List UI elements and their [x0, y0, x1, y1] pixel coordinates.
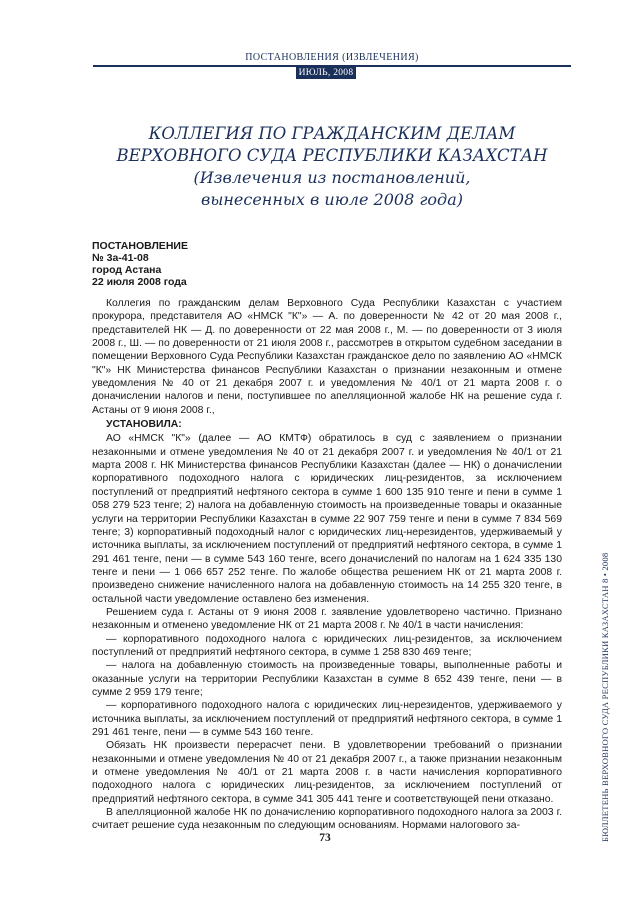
page-number: 73: [319, 832, 331, 844]
paragraph-intro: Коллегия по гражданским делам Верховного Суда Республики Казахстан с участием прокурора, представителя АО «НМСК "К"» — А. по доверенности № 42 от 20 мая 2008 г., представителей НК — Д. по доверенности от 22 мая 2008 г., М. — по доверенности от 3 июля 2008 г., Ш. — по доверенности от 21 июля 2008 г., рассмотрев в открытом судебном заседании в помещении Верховного Суда Республики Казахстан гражданское дело по заявлению АО «НМСК "К"» НК Министерства финансов Республики Казахстан о признании незаконным и отмене уведомления № 40 от 21 декабря 2007 г. и уведомления № 40/1 от 21 марта 2008 г. о доначислении налогов и пени, поступившее по апелляционной жалобе НК на решение суда г. Астаны от 9 июня 2008 г.,: [92, 298, 562, 416]
title-line-4: вынесенных в июле 2008 года): [201, 190, 463, 209]
paragraph-heading: УСТАНОВИЛА:: [106, 419, 182, 431]
decree-city: город Астана: [92, 264, 162, 276]
title-line-1: КОЛЛЕГИЯ ПО ГРАЖДАНСКИМ ДЕЛАМ: [148, 124, 516, 143]
paragraph-item-2: — налога на добавленную стоимость на произведенные товары, выполненные работы и оказанные услуги на территории Республики Казахстан в сумме 8 652 439 тенге, пени — в сумме 2 959 179 тенге;: [92, 660, 562, 698]
title-line-3: (Извлечения из постановлений,: [193, 168, 471, 187]
decree-type: ПОСТАНОВЛЕНИЕ: [92, 240, 188, 252]
journal-sidebar-label: БЮЛЛЕТЕНЬ ВЕРХОВНОГО СУДА РЕСПУБЛИКИ КАЗАХСТАН 8 • 2008: [600, 552, 610, 842]
paragraph-item-1: — корпоративного подоходного налога с юридических лиц-резидентов, за исключением поступлений от предприятий нефтяного сектора, в сумме 1 258 830 469 тенге;: [92, 633, 562, 658]
paragraph-obligation: Обязать НК произвести перерасчет пени. В удовлетворении требований о признании незаконными и отмене уведомления № 40 от 21 декабря 2007 г., а также признании незаконным и отмене уведомления № 40/1 от 21 марта 2008 г. в части начисления корпоративного подоходного налога с юридических лиц-резидентов, за исключением поступлений от предприятий нефтяного сектора, в сумме 341 305 441 тенге и соответствующей пени отказано.: [92, 740, 562, 805]
decree-info: [92, 240, 188, 288]
paragraph-appeal: В апелляционной жалобе НК по доначислению корпоративного подоходного налога за 2003 г. считает решение суда незаконным по следующим основаниям. Нормами налогового за-: [92, 807, 562, 832]
section-header: ПОСТАНОВЛЕНИЯ (ИЗВЛЕЧЕНИЯ): [245, 52, 419, 63]
paragraph-claim: АО «НМСК "К"» (далее — АО КМТФ) обратилось в суд с заявлением о признании незаконными и отмене уведомления № 40 от 21 декабря 2007 г. и уведомления № 40/1 от 21 марта 2008 г. НК Министерства финансов Республики Казахстан (далее — НК) о доначислении корпоративного подоходного налога с юридических лиц-резидентов, за исключением поступлений от предприятий нефтяного сектора в сумме 1 600 135 910 тенге и пени в сумме 1 058 279 523 тенге; 2) налога на добавленную стоимость на произведенные товары и оказанные услуги на территории Республики Казахстан в сумме 22 907 759 тенге и пени в сумме 7 834 569 тенге; 3) корпоративный подоходный налог с юридических лиц-нерезидентов, удерживаемый у источника выплаты, за исключением поступлений от предприятий нефтяного сектора, в сумме 1 291 461 тенге, пени — в сумме 543 160 тенге, всего доначислений по налогам на 1 624 335 130 тенге и пени — 1 066 657 252 тенге. По жалобе общества решением НК от 21 марта 2008 г. произведено снижение начисленного налога на добавленную стоимость на 14 255 320 тенге, в остальной части уведомление оставлено без изменения.: [92, 433, 562, 605]
decree-date: 22 июля 2008 года: [92, 276, 187, 288]
paragraph-item-3: — корпоративного подоходного налога с юридических лиц-нерезидентов, удерживаемого у источника выплаты, за исключением поступлений от предприятий нефтяного сектора, в сумме 1 291 461 тенге, пени — в сумме 543 160 тенге.: [92, 700, 562, 738]
issue-date-badge: ИЮЛЬ, 2008: [296, 67, 356, 79]
body-text: [92, 297, 562, 833]
paragraph-decision: Решением суда г. Астаны от 9 июня 2008 г. заявление удовлетворено частично. Признано незаконным и отменено уведомление НК от 21 марта 2008 г. № 40/1 в части начисления:: [92, 606, 562, 632]
decree-number: № 3а-41-08: [92, 252, 149, 264]
page-title: [93, 123, 571, 211]
title-line-2: ВЕРХОВНОГО СУДА РЕСПУБЛИКИ КАЗАХСТАН: [116, 146, 548, 165]
